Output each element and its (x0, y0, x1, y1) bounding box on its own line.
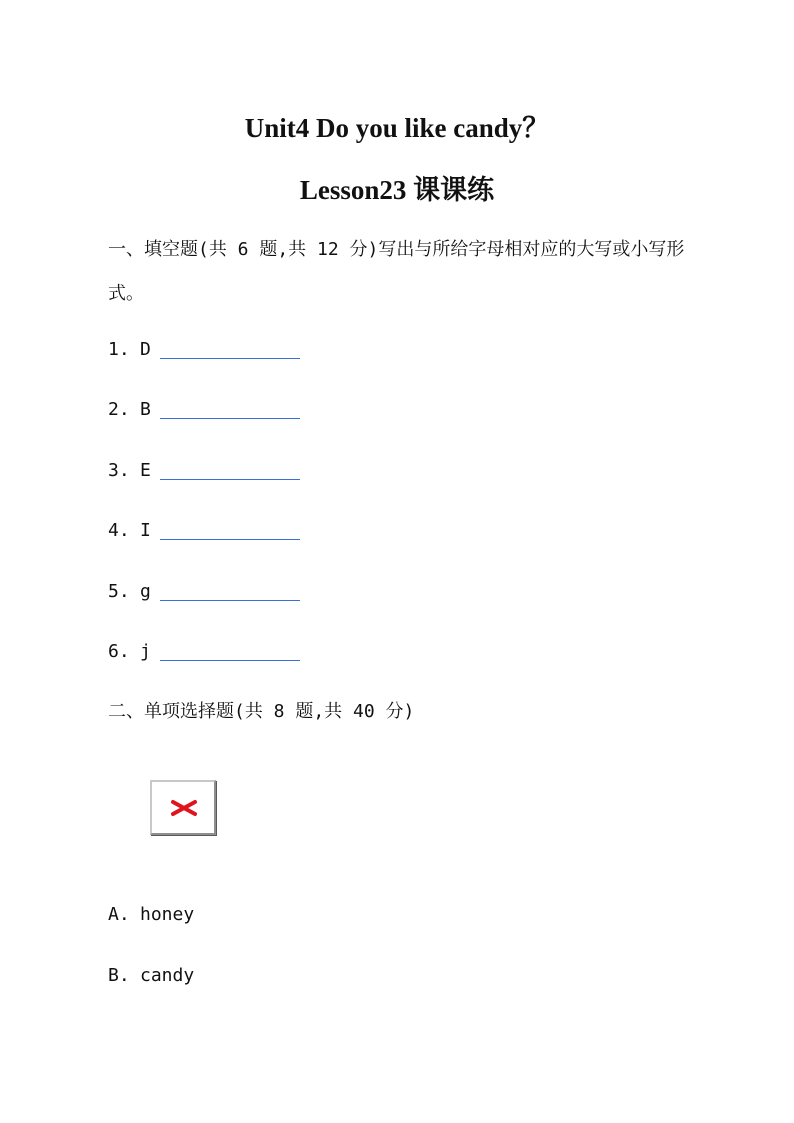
question-letter: g (140, 581, 151, 602)
lesson-title: Lesson23 课课练 (299, 175, 495, 205)
question-number: 6. (108, 641, 130, 662)
answer-blank[interactable] (160, 521, 300, 540)
option-a[interactable] (108, 903, 194, 927)
question-letter: E (140, 460, 151, 481)
answer-blank[interactable] (160, 400, 300, 419)
question-letter: D (140, 339, 151, 360)
question-number: 5. (108, 581, 130, 602)
question-letter: j (140, 641, 151, 662)
question-letter: I (140, 520, 151, 541)
broken-image-icon (150, 780, 216, 835)
question-5 (108, 580, 300, 604)
question-3 (108, 459, 300, 483)
answer-blank[interactable] (160, 340, 300, 359)
red-x-icon (169, 796, 199, 820)
question-1 (108, 338, 300, 362)
option-key: B. (108, 965, 130, 986)
answer-blank[interactable] (160, 642, 300, 661)
document-title: Unit4 Do you like candy？ (244, 113, 550, 143)
question-6 (108, 640, 300, 664)
question-number: 3. (108, 460, 130, 481)
answer-blank[interactable] (160, 461, 300, 480)
question-number: 2. (108, 399, 130, 420)
section2-heading: 二、单项选择题(共 8 题,共 40 分) (108, 701, 415, 722)
question-number: 4. (108, 520, 130, 541)
question-4 (108, 519, 300, 543)
question-letter: B (140, 399, 151, 420)
option-text: honey (140, 904, 195, 925)
answer-blank[interactable] (160, 582, 300, 601)
option-b[interactable] (108, 964, 194, 988)
option-key: A. (108, 904, 130, 925)
question-2 (108, 398, 300, 422)
option-text: candy (140, 965, 195, 986)
section1-heading: 一、填空题(共 6 题,共 12 分)写出与所给字母相对应的大写或小写形式。 (108, 239, 685, 304)
question-number: 1. (108, 339, 130, 360)
